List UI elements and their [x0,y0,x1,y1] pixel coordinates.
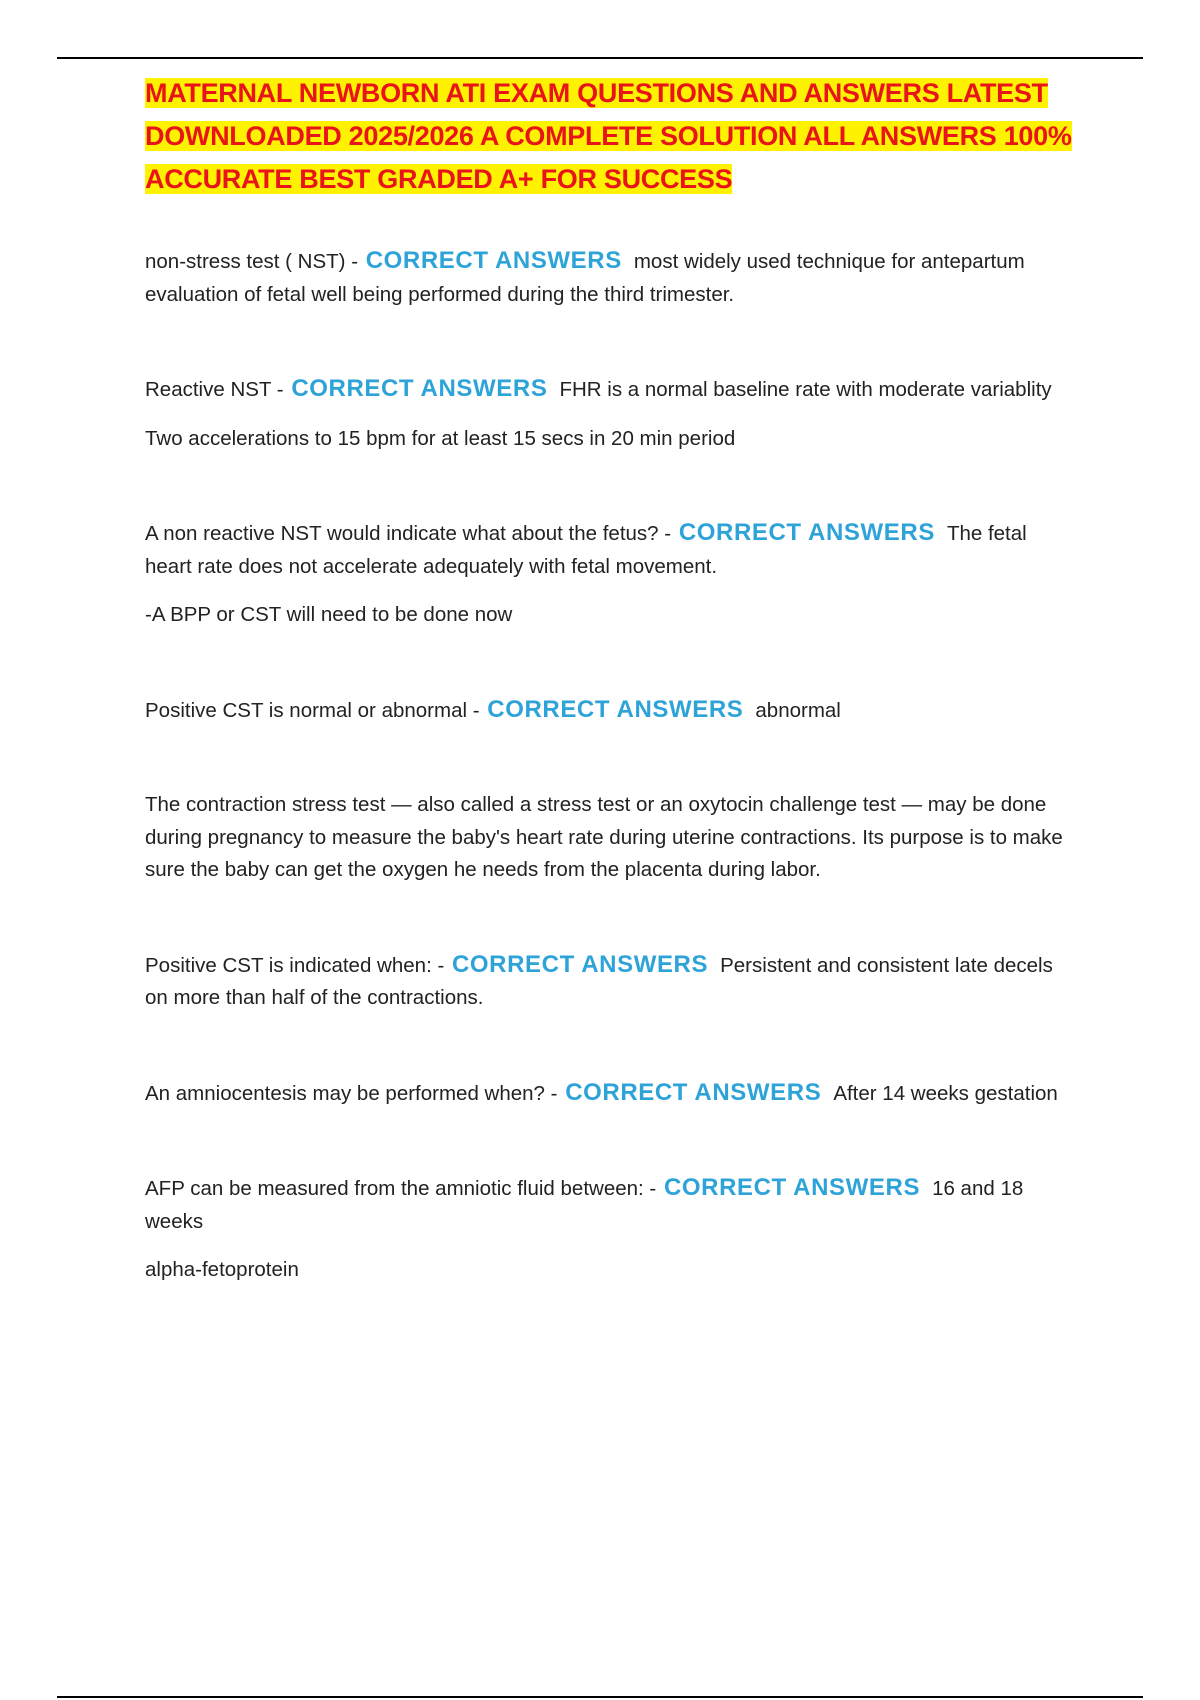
qa-line [145,694,1075,728]
qa-line [145,1077,1075,1111]
explanation-paragraph [145,789,1075,887]
separator: - [643,1177,662,1200]
separator: - [467,698,486,722]
separator: - [431,953,450,977]
question-text: non-stress test ( NST) [145,250,346,273]
spacer [145,887,1075,949]
qa-line [145,949,1075,1015]
answer-text: FHR is a normal baseline rate with moderate variablity [559,378,1052,401]
answer-text: abnormal [755,698,841,722]
separator: - [345,250,364,273]
correct-answers-tag: CORRECT ANSWERS [365,247,622,274]
qa-line [145,1172,1075,1238]
document-title [145,72,1075,201]
note-text: -A BPP or CST will need to be done now [145,603,513,626]
answer-text: After 14 weeks gestation [833,1081,1058,1105]
question-text: Positive CST is indicated when: [145,953,432,977]
separator: - [658,522,677,545]
qa-item [145,373,1075,455]
correct-answers-tag: CORRECT ANSWERS [663,1174,921,1201]
qa-item [145,694,1075,728]
correct-answers-tag: CORRECT ANSWERS [451,950,709,978]
question-text: An amniocentesis may be performed when? [145,1081,545,1105]
question-text: AFP can be measured from the amniotic fluid between: [145,1177,644,1200]
qa-item [145,1077,1075,1111]
correct-answers-tag: CORRECT ANSWERS [565,1078,822,1106]
answer-text: 16 and 18 weeks [145,1177,1024,1233]
answer-text: most widely used technique for antepartum evaluation of fetal well being performed during the third trimester. [145,250,1025,306]
spacer [145,1110,1075,1172]
qa-item [145,245,1075,311]
correct-answers-tag: CORRECT ANSWERS [291,375,548,402]
spacer [145,632,1075,694]
document-title-text: MATERNAL NEWBORN ATI EXAM QUESTIONS AND ANSWERS LATEST DOWNLOADED 2025/2026 A COMPLETE SOLUTION ALL ANSWERS 100% ACCURATE BEST GRADED A+ FOR SUCCESS [145,78,1072,194]
correct-answers-tag: CORRECT ANSWERS [678,519,935,546]
note-text: alpha-fetoprotein [145,1258,299,1281]
note-text: The contraction stress test — also called a stress test or an oxytocin challenge test — may be done during pregnancy to measure the baby's heart rate during uterine contractions. Its purpose is to make sure the baby can get the oxygen he needs from the placenta during labor. [145,793,1063,881]
qa-line [145,517,1075,583]
qa-item [145,949,1075,1015]
qa-line [145,245,1075,311]
qa-item [145,1172,1075,1287]
question-text: Reactive NST [145,378,272,401]
qa-item [145,517,1075,632]
qa-line [145,373,1075,407]
answer-text: Persistent and consistent late decels on more than half of the contractions. [145,953,1053,1009]
bottom-rule [57,1696,1143,1698]
top-rule [57,57,1143,59]
question-text: A non reactive NST would indicate what about the fetus? [145,522,659,545]
separator: - [544,1081,564,1105]
question-text: Positive CST is normal or abnormal [145,698,468,722]
spacer [145,311,1075,373]
document-body [145,72,1075,1287]
spacer [145,727,1075,789]
spacer [145,455,1075,517]
note-text: Two accelerations to 15 bpm for at least 15 secs in 20 min period [145,426,736,450]
answer-text: The fetal heart rate does not accelerate adequately with fetal movement. [145,522,1027,578]
correct-answers-tag: CORRECT ANSWERS [487,695,744,723]
spacer [145,1015,1075,1077]
separator: - [271,378,290,401]
